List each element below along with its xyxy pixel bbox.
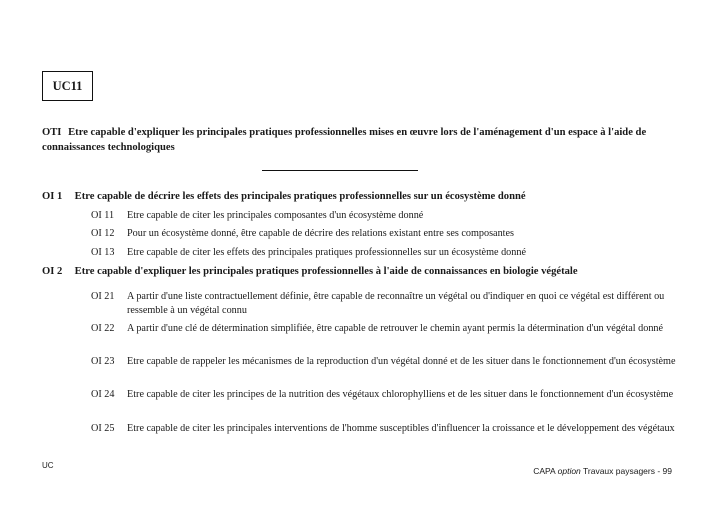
footer-suffix: Travaux paysagers - 99 [583, 466, 672, 476]
oi24-text: Etre capable de citer les principes de la nutrition des végétaux chlorophylliens et de les situer dans le fonctionnement d'un écosystème [127, 389, 674, 400]
unit-label-box [42, 71, 93, 101]
oi11-item [91, 209, 676, 223]
oi1-heading [42, 190, 682, 204]
oi2-code: OI 2 [42, 266, 63, 277]
oi11-code: OI 11 [91, 210, 115, 221]
oti-code: OTI [42, 127, 62, 138]
oi13-item [91, 246, 676, 260]
oi23-code: OI 23 [91, 356, 115, 367]
footer-right [533, 466, 672, 476]
oi13-code: OI 13 [91, 247, 115, 258]
oi21-text: A partir d'une liste contractuellement définie, être capable de reconnaître un végétal ou d'indiquer en quoi ce végétal est différent ou ressemble à un végétal connu [127, 291, 665, 316]
footer-left: UC [42, 461, 54, 470]
oi23-item [91, 355, 676, 369]
oi21-code: OI 21 [91, 291, 115, 302]
oi23-text: Etre capable de rappeler les mécanismes de la reproduction d'un végétal donné et de les situer dans le fonctionnement d'un écosystème [127, 356, 676, 367]
oi2-heading [42, 265, 682, 279]
oi22-item [91, 322, 676, 336]
oi12-text: Pour un écosystème donné, être capable de décrire des relations existant entre ses composantes [127, 228, 514, 239]
footer-prefix: CAPA [533, 466, 556, 476]
oi22-code: OI 22 [91, 323, 115, 334]
unit-label: UC11 [52, 78, 83, 93]
oi25-code: OI 25 [91, 423, 115, 434]
footer-option: option [557, 466, 581, 476]
oi24-code: OI 24 [91, 389, 115, 400]
oi1-text: Etre capable de décrire les effets des principales pratiques professionnelles sur un écosystème donné [74, 191, 526, 202]
oi21-item [91, 290, 676, 318]
oi25-text: Etre capable de citer les principales interventions de l'homme susceptibles d'influencer la croissance et le développement des végétaux [127, 423, 675, 434]
separator-rule [262, 170, 418, 171]
oi24-item [91, 388, 676, 402]
oi22-text: A partir d'une clé de détermination simplifiée, être capable de retrouver le chemin ayant permis la détermination d'un végétal donné [127, 323, 664, 334]
oi12-item [91, 227, 676, 241]
oi1-code: OI 1 [42, 191, 63, 202]
oti-objective [42, 125, 672, 155]
oi2-text: Etre capable d'expliquer les principales pratiques professionnelles à l'aide de connaissances en biologie végétale [74, 266, 578, 277]
oi13-text: Etre capable de citer les effets des principales pratiques professionnelles sur un écosystème donné [127, 247, 526, 258]
oi11-text: Etre capable de citer les principales composantes d'un écosystème donné [127, 210, 424, 221]
oi12-code: OI 12 [91, 228, 115, 239]
oti-text: Etre capable d'expliquer les principales pratiques professionnelles mises en œuvre lors de l'aménagement d'un espace à l'aide de connaissances technologiques [42, 127, 647, 153]
oi25-item [91, 422, 676, 436]
